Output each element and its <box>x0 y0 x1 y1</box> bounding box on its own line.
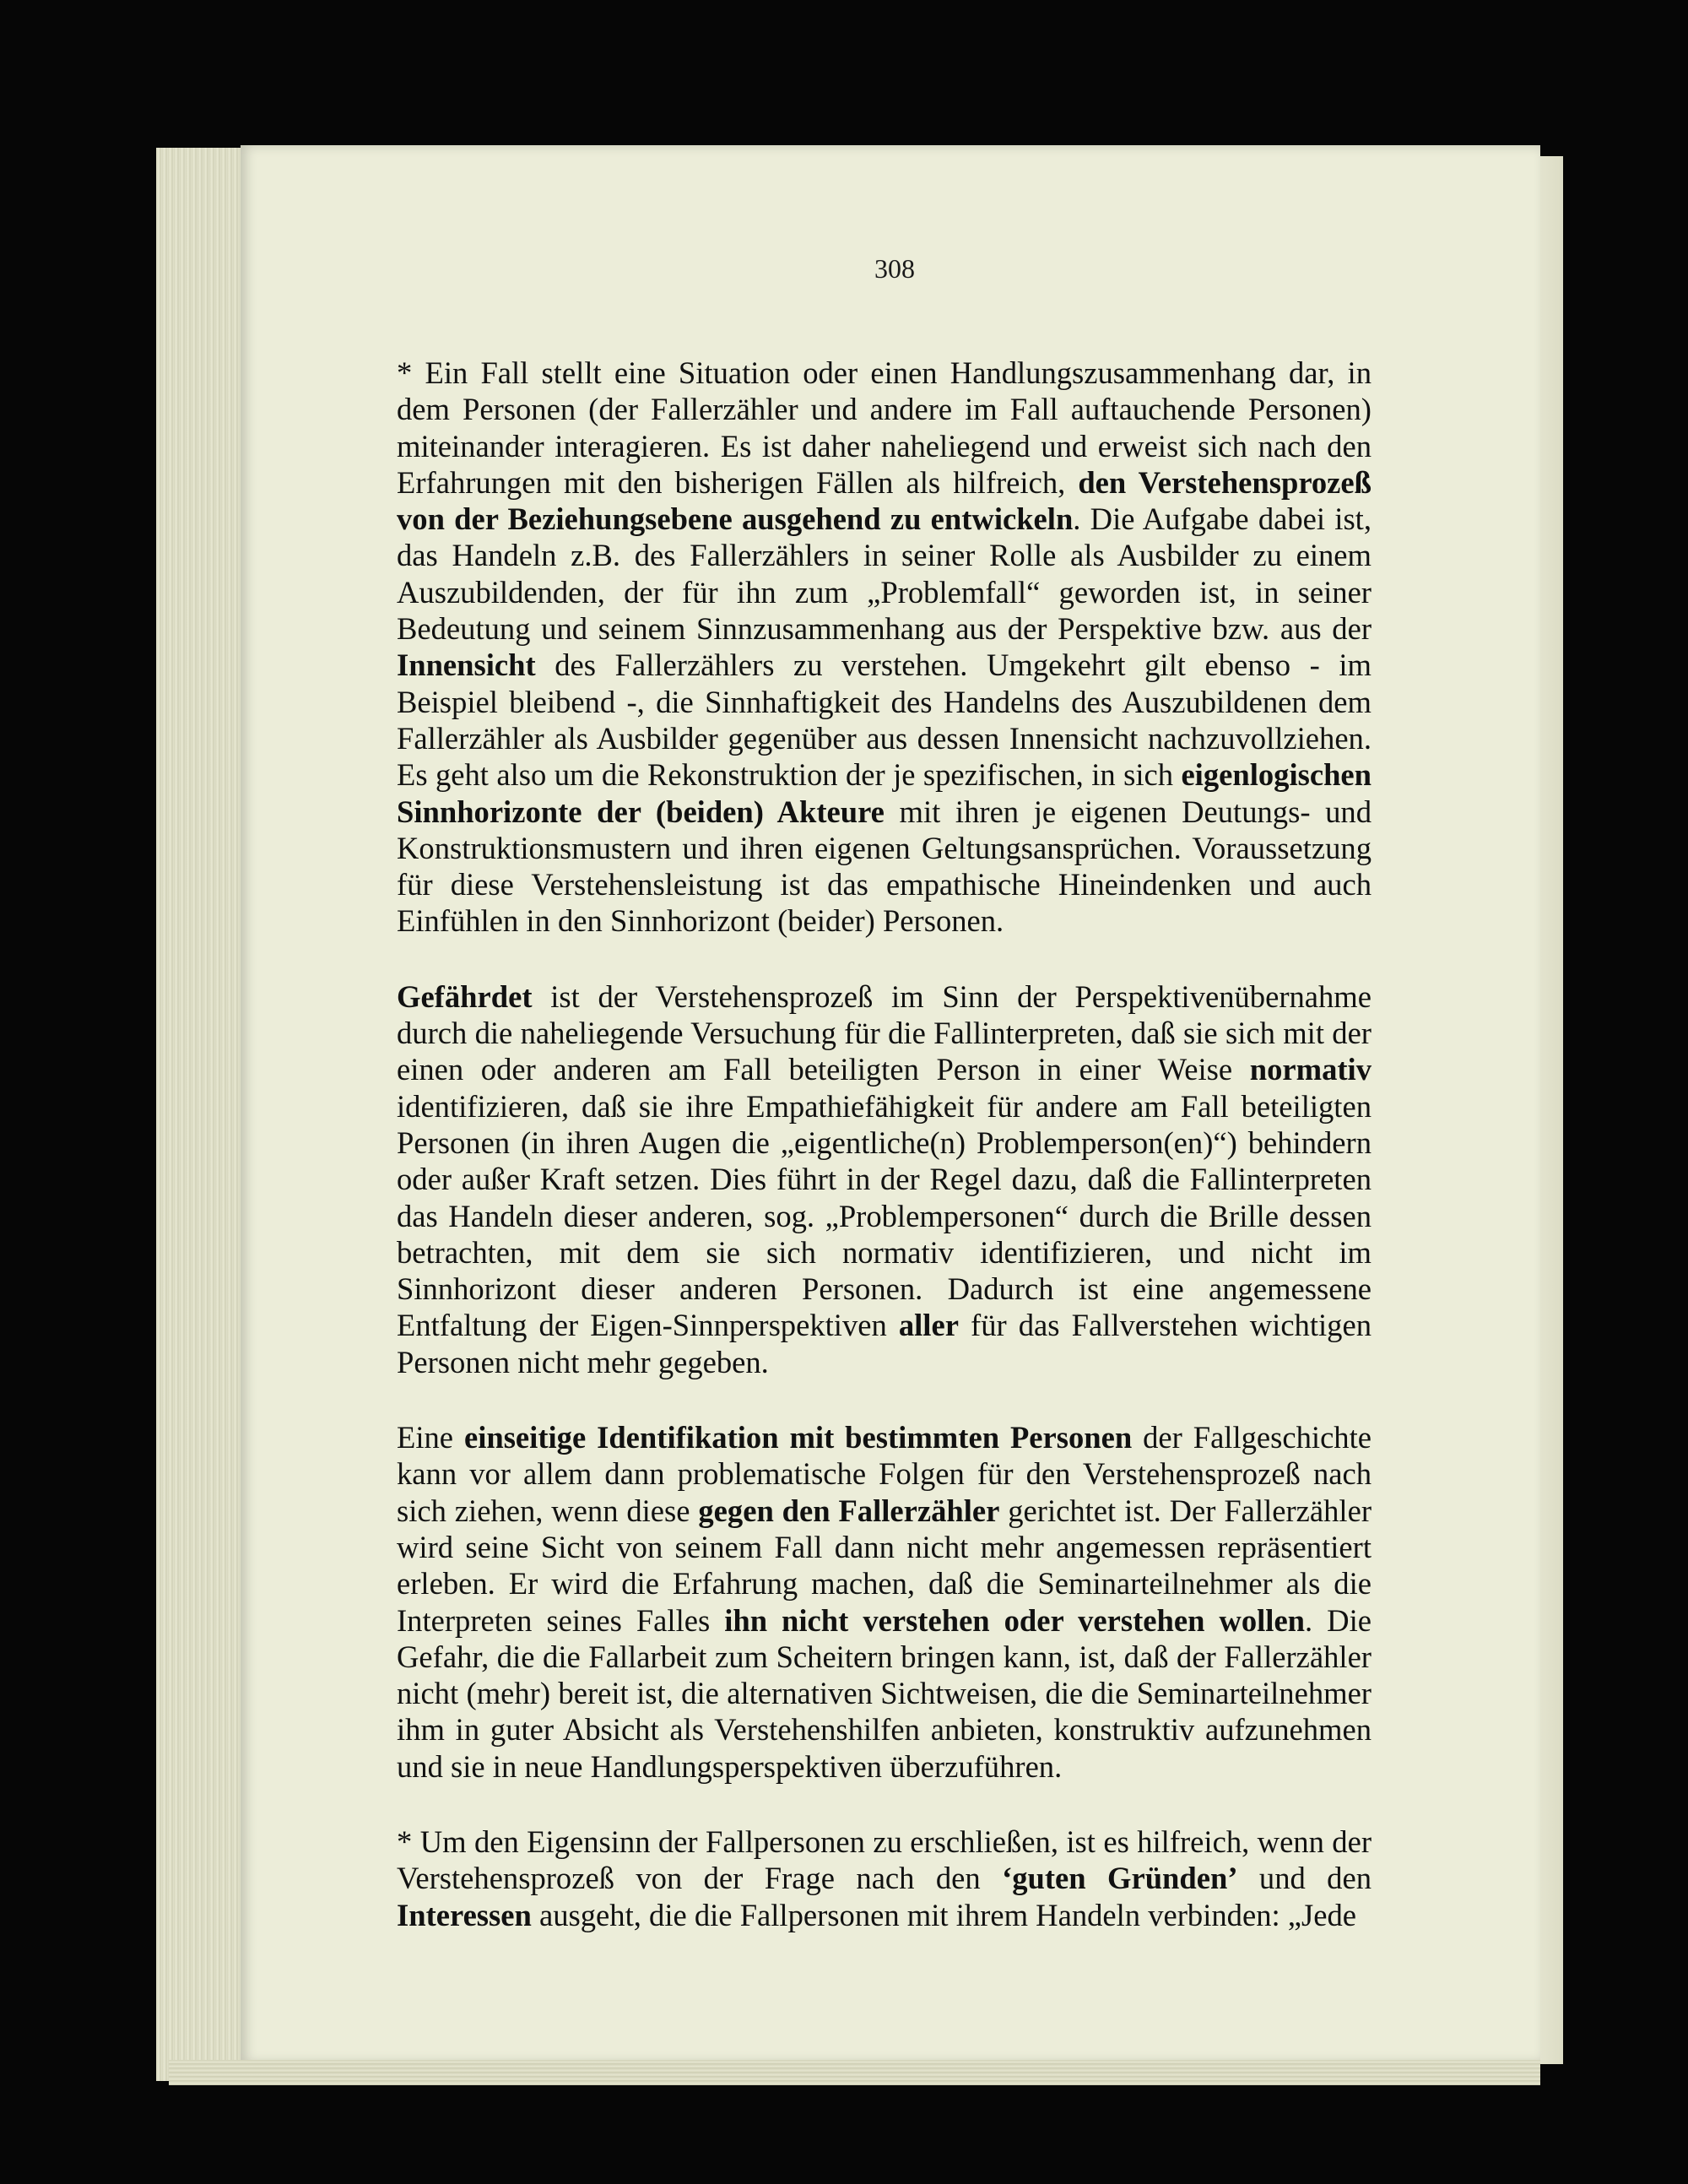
bold-text-run: Innensicht <box>397 648 536 683</box>
bold-text-run: eigenlogischen Sinnhorizonte der (beiden) Akteure <box>397 757 1372 829</box>
bold-text-run: Gefährdet <box>397 978 533 1014</box>
text-run: . Die Gefahr, die die Fallarbeit zum Scheitern bringen kann, ist, daß der Fallerzähler nicht (mehr) bereit ist, die alternativen Sichtweisen, die die Seminarteilnehmer ihm in guter Absicht als Verstehenshilfen anbieten, konstruktiv aufzunehmen und sie in neue Handlungsperspektiven überzuführen. <box>397 1602 1372 1784</box>
text-run: ist der Verstehensprozeß im Sinn der Perspektivenübernahme durch die naheliegende Versuchung für die Fallinterpreten, daß sie sich mit der einen oder anderen am Fall beteiligten Person in einer Weise <box>397 978 1372 1087</box>
bold-text-run: den Verstehensprozeß von der Beziehungsebene ausgehend zu entwickeln <box>397 464 1372 537</box>
text-run: gerichtet ist. Der Fallerzähler wird seine Sicht von seinem Fall dann nicht mehr angemessen repräsentiert erleben. Er wird die Erfahrung machen, daß die Seminarteilnehmer als die Interpreten seines Falles <box>397 1493 1372 1638</box>
paragraph-1 <box>397 355 1372 940</box>
body-text <box>397 355 1372 1972</box>
page-number: 308 <box>874 253 915 284</box>
text-run: * Um den Eigensinn der Fallpersonen zu erschließen, ist es hilfreich, wenn der Verstehensprozeß von der Frage nach den <box>397 1824 1372 1896</box>
bold-text-run: einseitige Identifikation mit bestimmten Personen <box>463 1420 1133 1455</box>
text-run: des Fallerzählers zu verstehen. Umgekehrt gilt ebenso - im Beispiel bleibend -, die Sinnhaftigkeit des Handelns des Auszubildenen dem Fallerzähler als Ausbilder gegenüber aus dessen Innensicht nachzuvollziehen. Es geht also um die Rekonstruktion der je spezifischen, in sich <box>397 648 1372 793</box>
text-run: . Die Aufgabe dabei ist, das Handeln z.B. des Fallerzählers in seiner Rolle als Ausbilder zu einem Auszubildenden, der für ihn zum „Problemfall“ geworden ist, in seiner Bedeutung und seinem Sinnzusammenhang aus der Perspektive bzw. aus der <box>397 501 1372 647</box>
bold-text-run: ihn nicht verstehen oder verstehen wollen <box>724 1602 1306 1638</box>
bold-text-run: ‘guten Gründen’ <box>1002 1861 1238 1896</box>
text-run: ausgeht, die die Fallpersonen mit ihrem Handeln verbinden: „Jede <box>531 1897 1357 1932</box>
bold-text-run: normativ <box>1249 1052 1372 1087</box>
text-run: * Ein Fall stellt eine Situation oder einen Handlungszusammenhang dar, in dem Personen (der Fallerzähler und andere im Fall auftauchende Personen) miteinander interagieren. Es ist daher naheliegend und erweist sich nach den Erfahrungen mit den bisherigen Fällen als hilfreich, <box>397 355 1372 500</box>
page-bottom-edge <box>169 2060 1540 2085</box>
paragraph-2 <box>397 978 1372 1380</box>
text-run: der Fallgeschichte kann vor allem dann problematische Folgen für den Verstehensprozeß nach sich ziehen, wenn diese <box>397 1420 1372 1528</box>
bold-text-run: Interessen <box>397 1897 532 1932</box>
paragraph-3 <box>397 1419 1372 1785</box>
text-run: identifizieren, daß sie ihre Empathiefähigkeit für andere am Fall beteiligten Personen (in ihren Augen die „eigentliche(n) Problemperson(en)“) behindern oder außer Kraft setzen. Dies führt in der Regel dazu, daß die Fallinterpreten das Handeln dieser anderen, sog. „Problempersonen“ durch die Brille dessen betrachten, mit dem sie sich normativ identifizieren, und nicht im Sinnhorizont dieser anderen Personen. Dadurch ist eine angemessene Entfaltung der Eigen-Sinnperspektiven <box>397 1088 1372 1343</box>
text-run: für das Fallverstehen wichtigen Personen nicht mehr gegeben. <box>397 1308 1372 1379</box>
text-run: mit ihren je eigenen Deutungs- und Konstruktionsmustern und ihren eigenen Geltungsansprüchen. Voraussetzung für diese Verstehensleistung ist das empathische Hineindenken und auch Einfühlen in den Sinnhorizont (beider) Personen. <box>397 794 1372 939</box>
text-run: und den <box>1237 1861 1372 1896</box>
bold-text-run: gegen den Fallerzähler <box>698 1493 1000 1528</box>
paragraph-4 <box>397 1824 1372 1933</box>
bold-text-run: aller <box>898 1308 959 1343</box>
text-run: Eine <box>397 1420 464 1455</box>
